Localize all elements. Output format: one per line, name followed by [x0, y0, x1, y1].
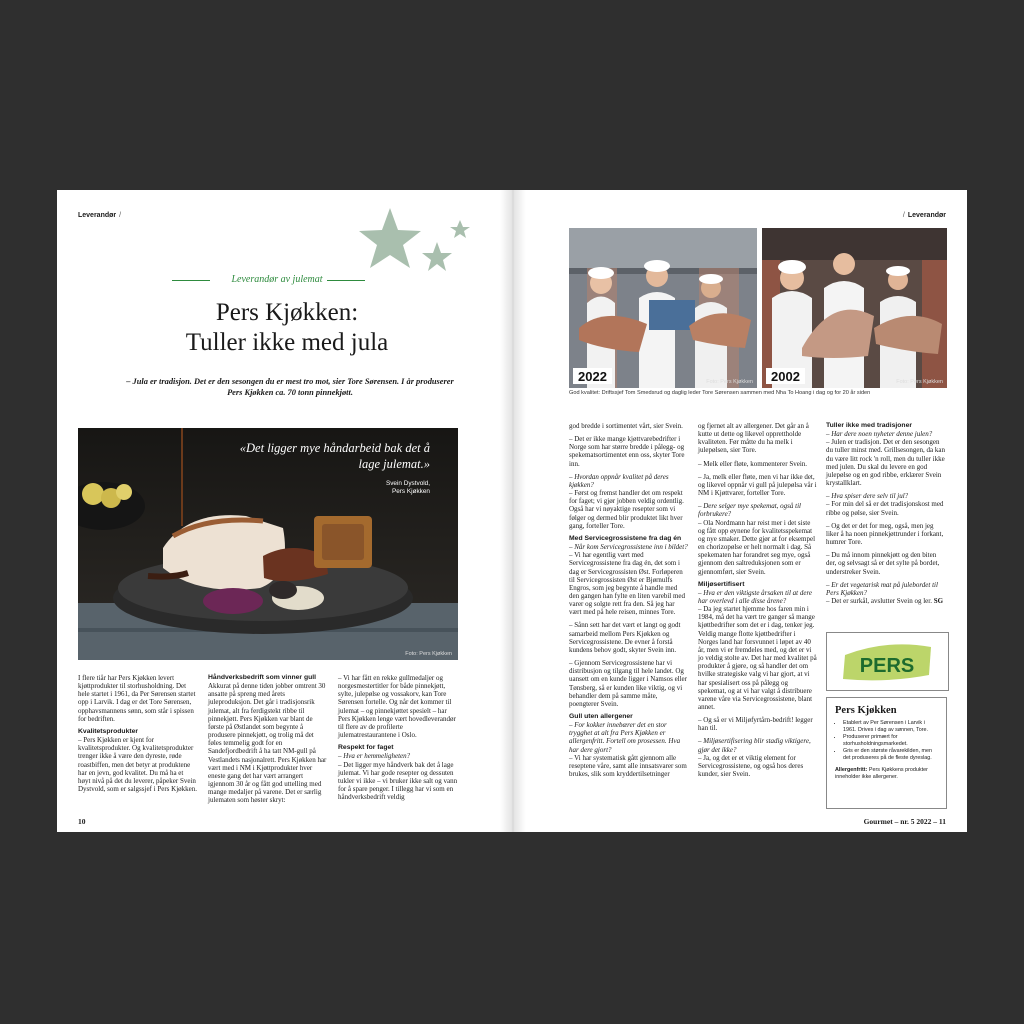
photo-credit: Foto: Pers Kjøkken — [706, 379, 753, 385]
fact-list — [835, 720, 938, 762]
question: – Er det vegetarisk mat på julebordet til Pers Kjøkken? — [826, 580, 938, 597]
kicker: Leverandør av julemat — [231, 274, 323, 285]
team-illustration — [569, 228, 757, 388]
star-icon — [422, 242, 452, 271]
fact-box-title: Pers Kjøkken — [835, 705, 897, 716]
pull-quote: «Det ligger mye håndarbeid bak det å lage julemat.» — [239, 441, 430, 471]
star-icon — [450, 220, 470, 238]
body-column-1: I flere tiår har Pers Kjøkken levert kjøttprodukter til storhusholdning. Det hele startet i 1961, da Per Sørensen startet opp i Larvik. I dag er det Tore Sørensen, opphavsmannens sønn, som står i spissen for bedriften. Kvalitetsprodukter – Pers Kjøkken er kjent for kvalitetsprodukter. Og kvalitetsprodukter trenger ikke å være den dyreste, røde roastbiffen, men det betyr at produktene har en jevn, god kvalitet. Du må ha et høyt nivå på det du leverer, påpeker Svein Dystvold, som er salgssjef i Pers Kjøkken. — [78, 674, 197, 794]
subheading: Tuller ikke med tradisjoner — [826, 422, 912, 429]
subheading: Gull uten allergener — [569, 713, 633, 720]
end-mark: SG — [933, 596, 944, 605]
slash-divider: / — [902, 212, 905, 219]
team-illustration — [762, 228, 947, 388]
logo-text: PERS — [859, 655, 915, 677]
body-column-3: Tuller ikke med tradisjoner – Har dere noen nyheter denne julen? – Julen er tradisjon. Det er den sesongen du tuller minst med. Grillsesongen, da kan du være litt rock 'n roll, men du tuller ikke med julen. Du skal du levere en god julepølse og en god ribbe, erklærer Svein krystallklart. – Hva spiser dere selv til jul? – For min del så er det tradisjonskost med ribbe og pølse, sier Svein. – Og det er det for meg, også, men jeg liker å ha noen pinnekjøttrunder i forkant, humrer Tore. – Du må innom pinnekjøtt og den biten der, og selvsagt så er det sylte på bordet, understreker Svein. – Er det vegetarisk mat på julebordet til Pers Kjøkken? – Det er surkål, avslutter Svein og ler. SG — [826, 422, 947, 610]
pers-logo — [827, 633, 948, 690]
body-column-2: og fjernet alt av allergener. Det går an å kutte ut dette og likevel opprettholde kvaliteten. Før måtte du ha melk i julepølsen, sier Tore. – Melk eller fløte, kommenterer Svein. – Ja, melk eller fløte, men vi har ikke det, og likevel oppnår vi gull på julepølsa vår i NM i Kjøttvarer, forteller Tore. – Dere selger mye spekemat, også til forbrukere? – Ola Nordmann har reist mer i det siste og fått opp øynene for kvalitetsspekemat og nye smaker. Dette gjør at for eksempel en chorizopølse er helt normalt i dag. Så spekematen har forandret seg mye, også gjennom den saltreduksjonen som er gjennomført, sier Svein. Miljøsertifisert – Hva er den viktigste årsaken til at dere har overlevd i alle disse årene? – Da jeg startet hjemme hos faren min i 1984, må det ha vært tre ganger så mange kjøttbedrifter som det er i dag, tenker jeg. Veldig mange flotte kjøttbedrifter i Norges land har forsvunnet i løpet av 40 år, men vi er fremdeles med, og det er vi jo veldig stolte av. Det har med kvalitet på produkter å gjøre, og så handler det om hvilke strategiske valg vi har gjort, at vi har spesialisert oss på pålegg og spekemat, og at vi har valgt å distribuere varene våre via Servicegrossistene, blant annet. – Og så er vi Miljøfyrtårn-bedrift! legger han til. – Miljøsertifisering blir stadig viktigere, gjør det ikke? – Ja, og det er et viktig element for Servicegrossistene, og også hos deres kunder, sier Svein. — [698, 422, 817, 779]
kicker-rule — [327, 280, 365, 281]
question: – For kokker innebærer det en stor trygghet at alt fra Pers Kjøkken er allergenfritt. Fortell om prosessen. Hva har dere gjort? — [569, 721, 681, 754]
photo-2002 — [762, 228, 947, 388]
question: – Dere selger mye spekemat, også til forbrukere? — [698, 502, 801, 519]
photo-2022 — [569, 228, 757, 388]
left-page — [57, 190, 512, 832]
star-icon — [359, 208, 421, 268]
page-title: Pers Kjøkken: Tuller ikke med jula — [185, 299, 389, 356]
allergy-note: Allergenfritt: Pers Kjøkkens produkter inneholder ikke allergener. — [835, 767, 928, 780]
question: – Hva spiser dere selv til jul? — [826, 492, 909, 501]
body-column-2: Håndverksbedrift som vinner gull Akkurat på denne tiden jobber omtrent 30 ansatte på spreng med årets juleproduksjon. Det går i tradisjonsrik julemat, alt fra ferdigstekt ribbe til pinnekjøtt. Pers Kjøkken var blant de første på Østlandet som begynte å produsere pinnekjøtt, og trolig må det føles temmelig godt for en Sandefjordbedrift å ha tatt NM-gull på Vestlandets nasjonalrett. Pers Kjøkken har vært med i NM i Kjøttprodukter hver eneste gang det har vært arrangert igjennom 30 år og fått god uttelling med mange medaljer på varene. Det er særlig julematen som høster skryt: — [208, 674, 327, 805]
food-photo — [78, 428, 458, 660]
fact-item: • Gris er den største råvarekilden, men det produseres på de fleste dyreslag. — [843, 748, 938, 762]
lede: – Jula er tradisjon. Det er den sesongen du er mest tro mot, sier Tore Sørensen. I år produserer Pers Kjøkken ca. 70 tonn pinnekjøtt. — [126, 377, 454, 397]
subheading: Med Servicegrossistene fra dag én — [569, 534, 682, 542]
photo-credit: Foto: Pers Kjøkken — [896, 379, 943, 385]
page-number: 10 — [78, 817, 86, 826]
question: – Hva er hemmeligheten? — [338, 752, 411, 761]
section-tag: / Leverandør — [902, 212, 946, 219]
quote-attribution: Svein Dystvold, Pers Kjøkken — [385, 480, 430, 495]
subheading: Kvalitetsprodukter — [78, 727, 139, 735]
subheading: Respekt for faget — [338, 744, 394, 752]
fact-box — [826, 697, 947, 809]
fact-item: • Etablert av Per Sørensen i Larvik i 1961. Drives i dag av sønnen, Tore. — [843, 720, 938, 734]
subheading: Håndverksbedrift som vinner gull — [208, 674, 317, 681]
question: – Når kom Servicegrossistene inn i bildet? — [569, 543, 688, 552]
subheading: Miljøsertifisert — [698, 580, 745, 588]
fact-item: • Produserer primært for storhusholdningsmarkedet. — [843, 734, 938, 748]
photo-credit: Foto: Pers Kjøkken — [405, 651, 452, 657]
pers-logo-box — [826, 632, 949, 691]
page-number: Gourmet – nr. 5 2022 – 11 — [863, 817, 946, 826]
question: – Hva er den viktigste årsaken til at dere har overlevd i alle disse årene? — [698, 588, 813, 605]
photo-caption: God kvalitet: Driftssjef Tom Smedsrud og daglig leder Tore Sørensen sammen med Nha To Hoang i dag og for 20 år siden — [569, 390, 871, 396]
body-column-1: god bredde i sortimentet vårt, sier Svein. – Det er ikke mange kjøttvarebedrifter i Norge som har større bredde i pålegg- og spekematsortimentet enn oss, skyter Tore inn. – Hvordan oppnår kvalitet på deres kjøkken? – Først og fremst handler det om respekt for faget; vi gjør jobben veldig ordentlig. Også har vi nøyaktige resepter som vi følger og dermed blir produktet likt hver gang, forteller Tore. Med Servicegrossistene fra dag én – Når kom Servicegrossistene inn i bildet? – Vi har egentlig vært med Servicegrossistene fra dag én, det som i dag er Servicegrossisten Øst. Forløperen til Servicegrossisten Øst er Bjørnulfs Engros, som jeg begynte å handle med den gangen han fylte en liten varebil med varer og solgte rett fra den. Så jeg har vært med på hele reisen, minnes Tore. – Sånn sett har det vært et langt og godt samarbeid mellom Pers Kjøkken og Servicegrossistene. De evner å forstå kundens behov godt, skyter Svein inn. – Gjennom Servicegrossistene har vi distribusjon og tilgang til hele landet. Og uansett om en kunde ligger i Namsos eller Tønsberg, så er kunden like viktig, og vi behandler dem på samme måte, poengterer Svein. Gull uten allergener – For kokker innebærer det en stor trygghet at alt fra Pers Kjøkken er allergenfritt. Fortell om prosessen. Hva har dere gjort? – Vi har systematisk gått gjennom alle reseptene våre, samt alle innsatsvarer som brukes, slik som kryddertilsetninger — [569, 422, 688, 779]
question: – Miljøsertifisering blir stadig viktigere, gjør det ikke? — [698, 737, 811, 754]
section-tag: Leverandør / — [78, 212, 122, 219]
question: – Har dere noen nyheter denne julen? — [826, 430, 933, 439]
question: – Hvordan oppnår kvalitet på deres kjøkken? — [569, 472, 669, 489]
year-badge-2002: 2002 — [766, 368, 805, 384]
slash-divider: / — [119, 212, 122, 219]
right-page — [512, 190, 967, 832]
body-column-3: – Vi har fått en rekke gullmedaljer og norgesmestertitler for både pinnekjøtt, sylte, julepølse og vossakorv, kan Tore Sørensen fortelle. Og når det kommer til julemat – og pinnekjøttet spesielt – har Pers Kjøkken lenge vært hovedleverandør til flere av de profilerte julematrestaurantene i Oslo. Respekt for faget – Hva er hemmeligheten? – Det ligger mye håndverk bak det å lage julemat. Vi har gode resepter og dessuten tukler vi ikke – vi bruker ikke salt og vann for å spare penger. I tillegg har vi som en håndverksbedrift veldig — [338, 674, 458, 802]
star-decoration — [355, 204, 485, 284]
year-badge-2022: 2022 — [573, 368, 612, 384]
